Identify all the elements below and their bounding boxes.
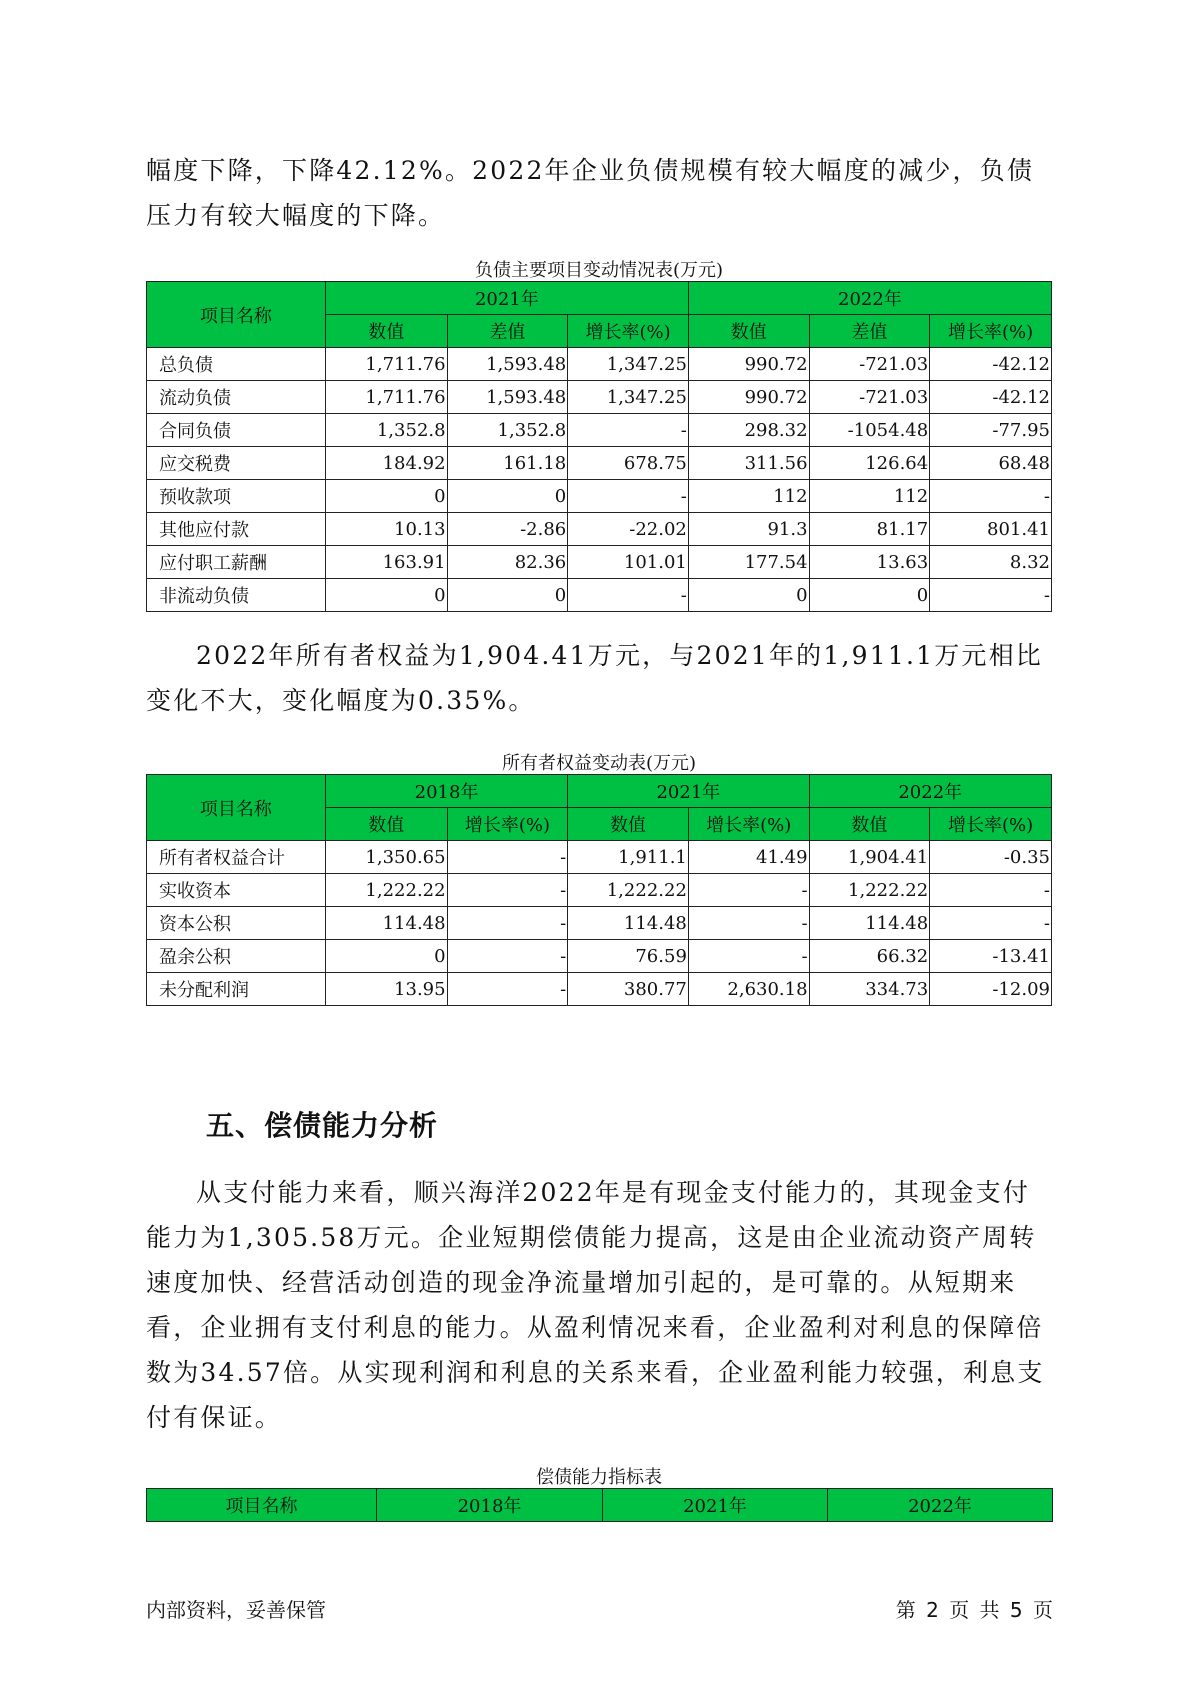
table-row (147, 513, 1052, 546)
table-cell: 2,630.18 (688, 973, 809, 1006)
liability-table-caption: 负债主要项目变动情况表(万元) (474, 260, 724, 281)
table-cell: -721.03 (809, 381, 930, 414)
table-cell: 990.72 (688, 381, 809, 414)
table-row (147, 579, 1052, 612)
table-cell: -42.12 (930, 348, 1052, 381)
table-cell: 1,352.8 (447, 414, 568, 447)
name-column-header: 项目名称 (147, 282, 326, 348)
table-cell: 0 (809, 579, 930, 612)
table-cell: 82.36 (447, 546, 568, 579)
section-heading: 五、偿债能力分析 (206, 1109, 439, 1142)
table-cell: 101.01 (568, 546, 689, 579)
row-label: 实收资本 (147, 874, 326, 907)
table-cell: 1,347.25 (568, 348, 689, 381)
table-cell: 298.32 (688, 414, 809, 447)
row-label: 其他应付款 (147, 513, 326, 546)
table-cell: 801.41 (930, 513, 1052, 546)
table-cell: 81.17 (809, 513, 930, 546)
diff-column-header: 差值 (809, 315, 930, 348)
table-cell: 126.64 (809, 447, 930, 480)
table-cell: 163.91 (325, 546, 447, 579)
row-label: 合同负债 (147, 414, 326, 447)
table-cell: 1,350.65 (325, 841, 447, 874)
table-cell: - (447, 973, 568, 1006)
table-cell: 1,222.22 (325, 874, 447, 907)
table-cell: -13.41 (930, 940, 1052, 973)
table-row (147, 381, 1052, 414)
table-cell: - (568, 579, 689, 612)
table-cell: -0.35 (930, 841, 1052, 874)
intro-paragraph: 幅度下降，下降42.12%。2022年企业负债规模有较大幅度的减少，负债压力有较大幅度的下降。 (146, 156, 1035, 230)
rate-column-header: 增长率(%) (930, 315, 1052, 348)
table-cell: -1054.48 (809, 414, 930, 447)
table-cell: 1,593.48 (447, 348, 568, 381)
table-cell: 0 (447, 579, 568, 612)
row-label: 总负债 (147, 348, 326, 381)
row-label: 流动负债 (147, 381, 326, 414)
table-cell: -77.95 (930, 414, 1052, 447)
rate-column-header: 增长率(%) (688, 808, 809, 841)
table-row (147, 874, 1052, 907)
table-cell: -12.09 (930, 973, 1052, 1006)
rate-column-header: 增长率(%) (447, 808, 568, 841)
table-cell: 66.32 (809, 940, 930, 973)
value-column-header: 数值 (325, 315, 447, 348)
table-cell: - (930, 907, 1052, 940)
table-row (147, 546, 1052, 579)
table-cell: 91.3 (688, 513, 809, 546)
year-2021-header: 2021年 (325, 282, 688, 315)
year-2022-header: 2022年 (828, 1489, 1053, 1522)
table-cell: - (568, 480, 689, 513)
table-cell: 678.75 (568, 447, 689, 480)
row-label: 盈余公积 (147, 940, 326, 973)
table-cell: 0 (325, 480, 447, 513)
value-column-header: 数值 (568, 808, 689, 841)
solvency-paragraph (146, 1170, 1056, 1440)
year-2018-header: 2018年 (377, 1489, 603, 1522)
table-cell: 0 (325, 579, 447, 612)
table-cell: -22.02 (568, 513, 689, 546)
table-row (147, 841, 1052, 874)
table-cell: - (930, 874, 1052, 907)
table-cell: 0 (447, 480, 568, 513)
table-cell: 114.48 (325, 907, 447, 940)
table-cell: - (688, 907, 809, 940)
year-2021-header: 2021年 (603, 1489, 828, 1522)
year-2022-header: 2022年 (688, 282, 1051, 315)
row-label: 未分配利润 (147, 973, 326, 1006)
table-row (147, 480, 1052, 513)
table-cell: - (688, 874, 809, 907)
table-cell: 311.56 (688, 447, 809, 480)
table-cell: 0 (325, 940, 447, 973)
liability-table-body (147, 348, 1052, 612)
table-cell: 112 (688, 480, 809, 513)
table-cell: 76.59 (568, 940, 689, 973)
table-cell: - (447, 874, 568, 907)
table-cell: - (688, 940, 809, 973)
table-cell: - (930, 480, 1052, 513)
row-label: 所有者权益合计 (147, 841, 326, 874)
equity-table-body (147, 841, 1052, 1006)
table-cell: 380.77 (568, 973, 689, 1006)
table-cell: 1,352.8 (325, 414, 447, 447)
year-2018-header: 2018年 (325, 775, 567, 808)
table-cell: 161.18 (447, 447, 568, 480)
value-column-header: 数值 (325, 808, 447, 841)
row-label: 资本公积 (147, 907, 326, 940)
year-2021-header: 2021年 (568, 775, 809, 808)
value-column-header: 数值 (688, 315, 809, 348)
table-cell: -42.12 (930, 381, 1052, 414)
name-column-header: 项目名称 (147, 775, 326, 841)
table-row (147, 414, 1052, 447)
table-cell: 1,911.1 (568, 841, 689, 874)
solvency-paragraph-text: 从支付能力来看，顺兴海洋2022年是有现金支付能力的，其现金支付能力为1,305.58万元。企业短期偿债能力提高，这是由企业流动资产周转速度加快、经营活动创造的现金净流量增加引起的，是可靠的。从短期来看，企业拥有支付利息的能力。从盈利情况来看，企业盈利对利息的保障倍数为34.57倍。从实现利润和利息的关系来看，企业盈利能力较强，利息支付有保证。 (146, 1178, 1045, 1432)
table-cell: -721.03 (809, 348, 930, 381)
liability-table (146, 281, 1052, 612)
footer-page-number: 第 2 页 共 5 页 (895, 1598, 1053, 1622)
table-cell: -2.86 (447, 513, 568, 546)
table-cell: 1,711.76 (325, 381, 447, 414)
table-cell: - (930, 579, 1052, 612)
equity-paragraph (146, 633, 1056, 723)
row-label: 应交税费 (147, 447, 326, 480)
table-cell: 114.48 (809, 907, 930, 940)
rate-column-header: 增长率(%) (568, 315, 689, 348)
year-2022-header: 2022年 (809, 775, 1051, 808)
rate-column-header: 增长率(%) (930, 808, 1052, 841)
name-column-header: 项目名称 (147, 1489, 377, 1522)
table-cell: 990.72 (688, 348, 809, 381)
table-cell: 1,222.22 (568, 874, 689, 907)
value-column-header: 数值 (809, 808, 930, 841)
table-cell: 184.92 (325, 447, 447, 480)
table-row (147, 973, 1052, 1006)
table-cell: 1,347.25 (568, 381, 689, 414)
table-cell: - (568, 414, 689, 447)
table-row (147, 940, 1052, 973)
diff-column-header: 差值 (447, 315, 568, 348)
table-row (147, 907, 1052, 940)
table-cell: 1,904.41 (809, 841, 930, 874)
row-label: 应付职工薪酬 (147, 546, 326, 579)
table-cell: 13.95 (325, 973, 447, 1006)
table-cell: 13.63 (809, 546, 930, 579)
table-cell: 334.73 (809, 973, 930, 1006)
table-cell: 10.13 (325, 513, 447, 546)
table-cell: 1,711.76 (325, 348, 447, 381)
table-cell: 177.54 (688, 546, 809, 579)
table-cell: 8.32 (930, 546, 1052, 579)
table-row (147, 447, 1052, 480)
equity-table (146, 774, 1052, 1006)
table-row (147, 348, 1052, 381)
table-cell: 1,593.48 (447, 381, 568, 414)
row-label: 非流动负债 (147, 579, 326, 612)
table-cell: - (447, 841, 568, 874)
table-cell: 114.48 (568, 907, 689, 940)
table-cell: 68.48 (930, 447, 1052, 480)
table-cell: 41.49 (688, 841, 809, 874)
table-cell: - (447, 907, 568, 940)
table-cell: 112 (809, 480, 930, 513)
table-cell: - (447, 940, 568, 973)
table-cell: 0 (688, 579, 809, 612)
solvency-table (146, 1488, 1053, 1522)
row-label: 预收款项 (147, 480, 326, 513)
footer-confidential-note: 内部资料，妥善保管 (146, 1598, 326, 1622)
equity-table-caption: 所有者权益变动表(万元) (501, 753, 697, 774)
equity-paragraph-text: 2022年所有者权益为1,904.41万元，与2021年的1,911.1万元相比变化不大，变化幅度为0.35%。 (146, 641, 1043, 715)
solvency-table-caption: 偿债能力指标表 (536, 1467, 662, 1488)
table-cell: 1,222.22 (809, 874, 930, 907)
